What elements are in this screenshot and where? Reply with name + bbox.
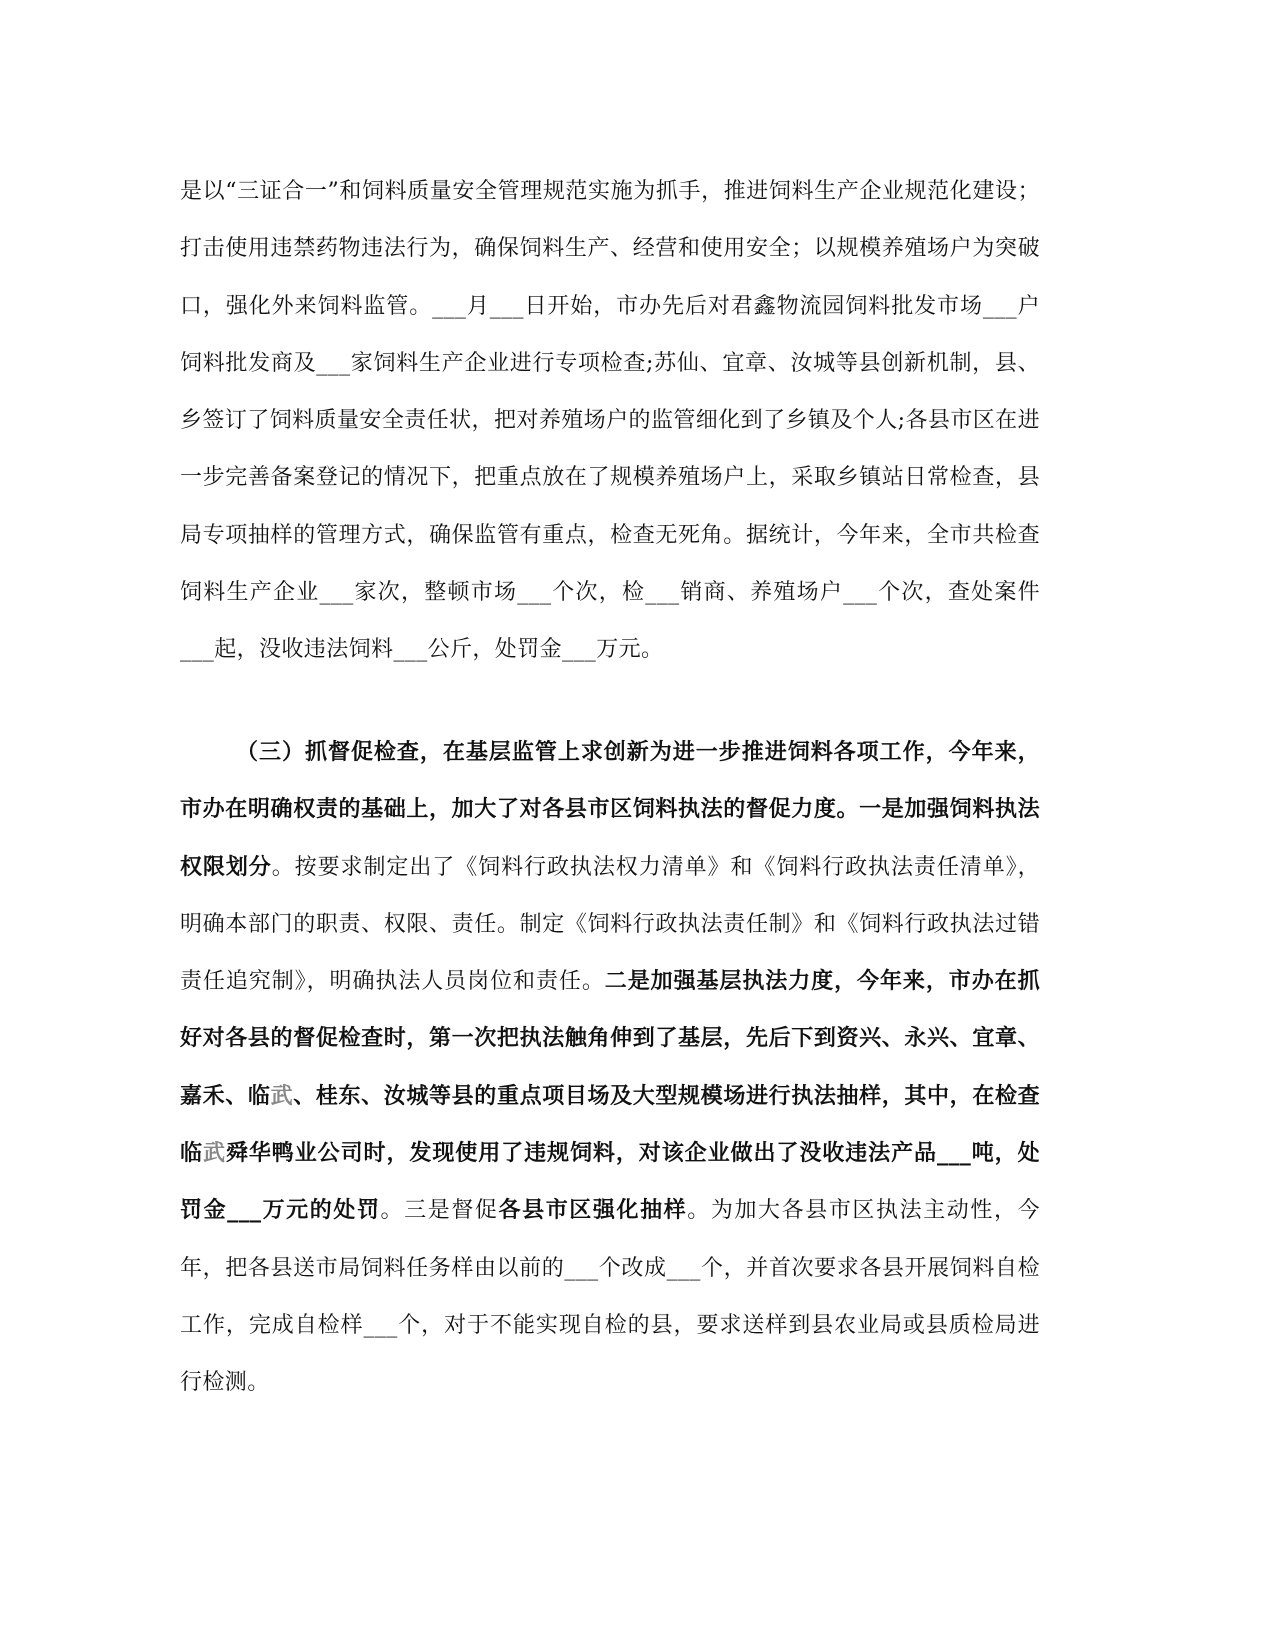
text-run: 。三是督促: [380, 1198, 499, 1224]
paragraph-1-text: [180, 163, 1040, 679]
text-run: 。按要求制定出了《饲料行政执法权力清单》和《饲料行政执法责任清单》，明确本部门的职责、权限、责任。制定《饲料行政执法责任制》和《饲料行政执法过错责任追究制》，明确执法人员岗位和责任。: [180, 854, 1040, 995]
text-run-bold: 二是加强基层执法力度，今年来，市办在抓好对各县的督促检查时，第一次把执法触角伸到了基层，先后下到资兴、永兴、宜章、嘉禾、临: [180, 968, 1040, 1109]
text-run: 。为加大各县市区执法主动性，今年，把各县送市局饲料任务样由以前的___个改成___个，并首次要求各县开展饲料自检工作，完成自检样___个，对于不能实现自检的县，要求送样到县农业局或县质检局进行检测。: [180, 1198, 1040, 1396]
paragraph-2: [180, 724, 1040, 1412]
paragraph-1: [180, 163, 1040, 679]
text-run-bold: 、桂东、汝城等县的重点项目场及大型规模场进行执法抽样，其中，在检查临: [180, 1082, 1041, 1167]
text-run-bold: （三）抓督促检查，在基层监管上求创新为进一步推进饲料各项工作，今年来，市办在明确权责的基础上，加大了对各县市区饲料执法的督促力度。一是加强饲料执法权限划分: [180, 739, 1040, 880]
text-run-faded-char: 武: [270, 1082, 294, 1109]
text-run: 是以“三证合一”和饲料质量安全管理规范实施为抓手，推进饲料生产企业规范化建设；打击使用违禁药物违法行为，确保饲料生产、经营和使用安全；以规模养殖场户为突破口，强化外来饲料监管。___月___日开始，市办先后对君鑫物流园饲料批发市场___户饲料批发商及___家饲料生产企业进行专项检查;苏仙、宜章、汝城等县创新机制，县、乡签订了饲料质量安全责任状，把对养殖场户的监管细化到了乡镇及个人;各县市区在进一步完善备案登记的情况下，把重点放在了规模养殖场户上，采取乡镇站日常检查，县局专项抽样的管理方式，确保监管有重点，检查无死角。据统计，今年来，全市共检查饲料生产企业___家次，整顿市场___个次，检___销商、养殖场户___个次，查处案件___起，没收违法饲料___公斤，处罚金___万元。: [180, 179, 1040, 663]
paragraph-2-text: [180, 724, 1040, 1412]
text-run-bold: 舜华鸭业公司时，发现使用了违规饲料，对该企业做出了没收违法产品___吨，处罚金___万元的处罚: [180, 1140, 1041, 1224]
text-run-bold: 各县市区强化抽样: [498, 1197, 688, 1224]
text-run-faded-char: 武: [202, 1140, 226, 1167]
